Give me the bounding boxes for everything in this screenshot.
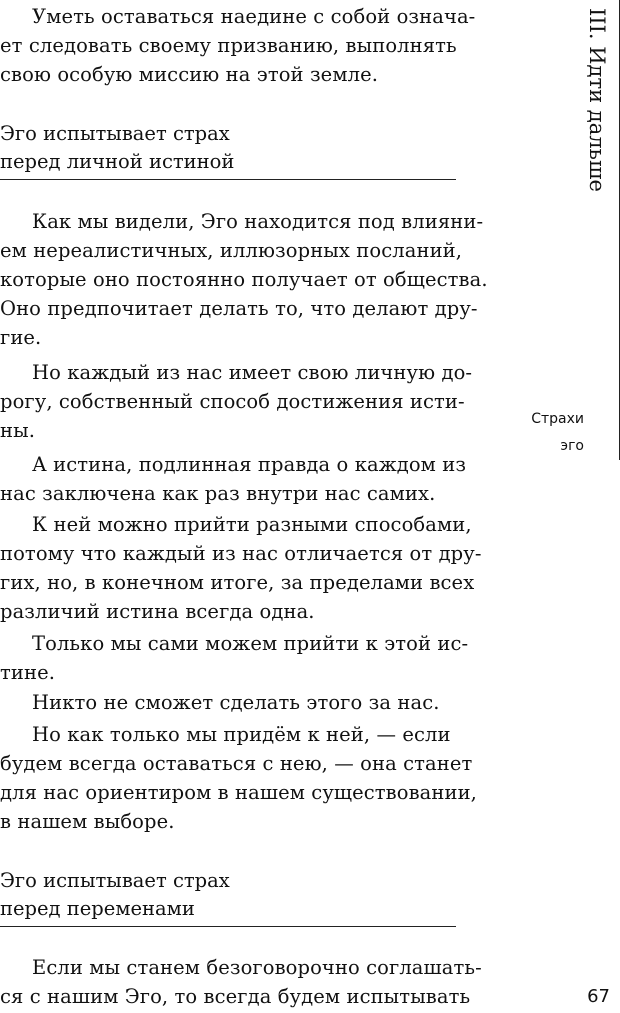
- paragraph-line: А истина, подлинная правда о каждом из: [32, 453, 467, 476]
- paragraph-line: гие.: [0, 326, 42, 349]
- paragraph-line: ны.: [0, 419, 36, 442]
- paragraph-line: нас заключена как раз внутри нас самих.: [0, 482, 436, 505]
- paragraph-line: тине.: [0, 661, 56, 684]
- paragraph-line: Но каждый из нас имеет свою личную до-: [32, 361, 473, 384]
- heading-line: перед переменами: [0, 897, 195, 920]
- paragraph-line: свою особую миссию на этой земле.: [0, 63, 379, 86]
- paragraph-line: рогу, собственный способ достижения исти-: [0, 390, 465, 413]
- heading-underline: [0, 179, 456, 180]
- heading-line: Эго испытывает страх: [0, 869, 230, 892]
- paragraph-line: Но как только мы придём к ней, — если: [32, 723, 451, 746]
- paragraph-line: Только мы сами можем прийти к этой ис-: [32, 632, 469, 655]
- heading-line: перед личной истиной: [0, 150, 235, 173]
- paragraph-line: для нас ориентиром в нашем существовании,: [0, 781, 477, 804]
- paragraph-line: Уметь оставаться наедине с собой означа-: [32, 5, 476, 28]
- paragraph-line: Оно предпочитает делать то, что делают дру-: [0, 297, 478, 320]
- paragraph-line: различий истина всегда одна.: [0, 600, 315, 623]
- paragraph-line: потому что каждый из нас отличается от дру-: [0, 542, 482, 565]
- paragraph-line: ем нереалистичных, иллюзорных посланий,: [0, 239, 463, 262]
- paragraph-line: Как мы видели, Эго находится под влияни-: [32, 210, 484, 233]
- margin-note-line-1: Страхи: [531, 411, 584, 427]
- paragraph-line: в нашем выборе.: [0, 810, 175, 833]
- margin-note-line-2: эго: [560, 438, 584, 454]
- running-header: [583, 8, 611, 208]
- heading-underline: [0, 926, 456, 927]
- paragraph-line: гих, но, в конечном итоге, за пределами всех: [0, 571, 475, 594]
- paragraph-line: Никто не сможет сделать этого за нас.: [32, 691, 440, 714]
- paragraph-line: ет следовать своему призванию, выполнять: [0, 34, 457, 57]
- paragraph-line: будем всегда оставаться с нею, — она станет: [0, 752, 473, 775]
- heading-line: Эго испытывает страх: [0, 122, 230, 145]
- page-number: 67: [587, 986, 610, 1007]
- paragraph-line: К ней можно прийти разными способами,: [32, 513, 472, 536]
- paragraph-line: которые оно постоянно получает от общества.: [0, 268, 488, 291]
- running-header-text: III. Идти дальше: [585, 8, 609, 192]
- paragraph-line: Если мы станем безоговорочно соглашать-: [32, 956, 482, 979]
- paragraph-line: ся с нашим Эго, то всегда будем испытывать: [0, 985, 471, 1008]
